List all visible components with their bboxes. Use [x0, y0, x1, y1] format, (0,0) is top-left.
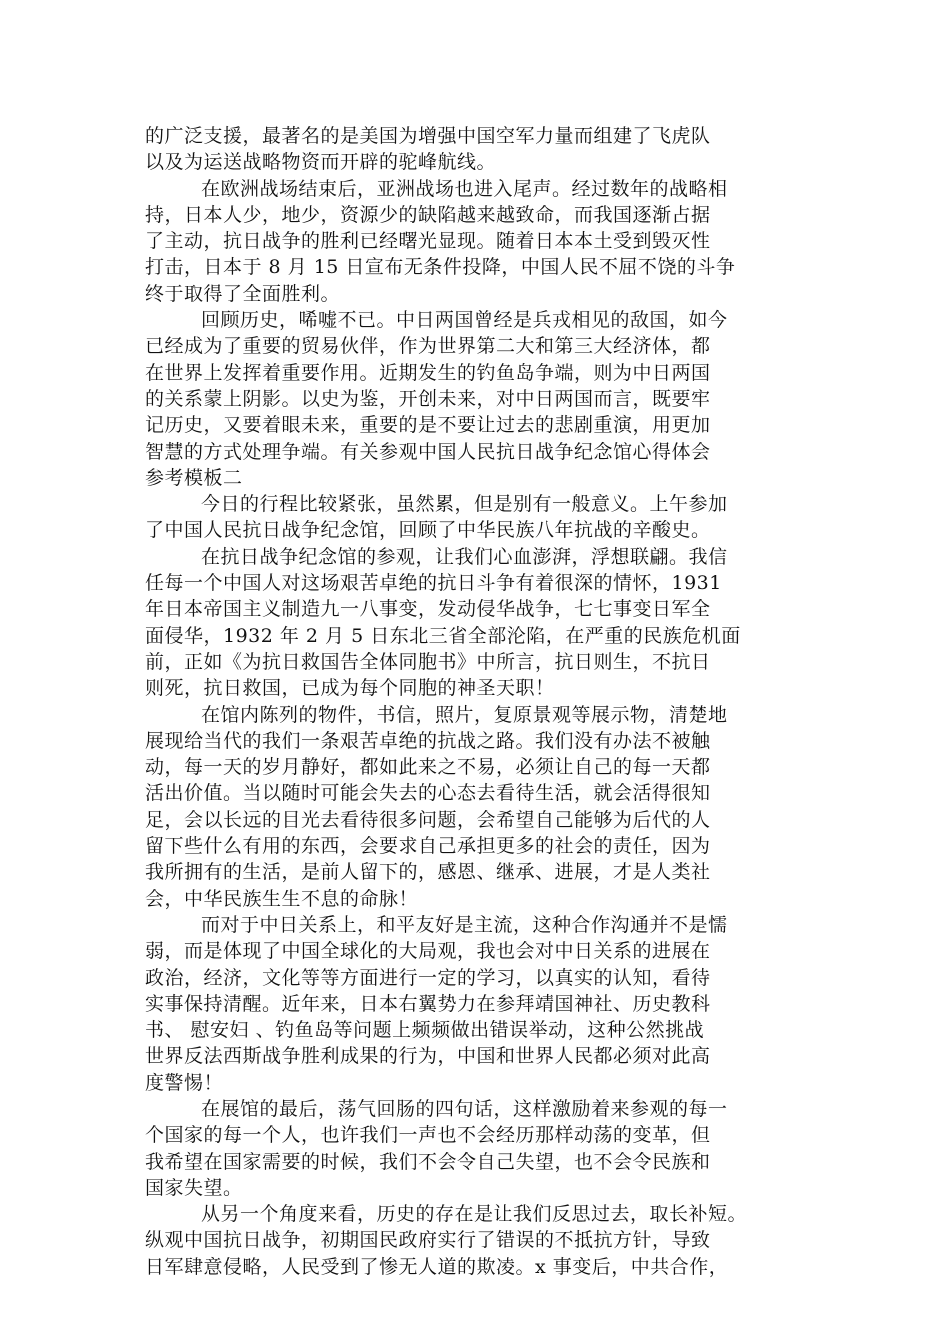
text-line: 在展馆的最后，荡气回肠的四句话，这样激励着来参观的每一 [201, 1097, 728, 1120]
text-line: 面侵华，1932 年 2 月 5 日东北三省全部沦陷，在严重的民族危机面 [145, 624, 741, 647]
text-line: 国家失望。 [145, 1176, 243, 1199]
text-line: 活出价值。当以随时可能会失去的心态去看待生活，就会活得很知 [145, 782, 711, 805]
text-line: 世界反法西斯战争胜利成果的行为，中国和世界人民都必须对此高 [145, 1045, 711, 1068]
text-line: 在世界上发挥着重要作用。近期发生的钓鱼岛争端，则为中日两国 [145, 361, 711, 384]
text-line: 的关系蒙上阴影。以史为鉴，开创未来，对中日两国而言，既要牢 [145, 387, 711, 410]
text-line: 纵观中国抗日战争，初期国民政府实行了错误的不抵抗方针，导致 [145, 1229, 711, 1252]
text-line: 终于取得了全面胜利。 [145, 282, 341, 305]
text-line: 我希望在国家需要的时候，我们不会令自己失望，也不会令民族和 [145, 1150, 711, 1173]
text-line: 足，会以长远的目光去看待很多问题，会希望自己能够为后代的人 [145, 808, 711, 831]
text-line: 回顾历史，唏嘘不已。中日两国曾经是兵戎相见的敌国，如今 [201, 309, 728, 332]
text-line: 动，每一天的岁月静好，都如此来之不易，必须让自己的每一天都 [145, 756, 711, 779]
text-line: 打击，日本于 8 月 15 日宣布无条件投降，中国人民不屈不饶的斗争 [145, 256, 736, 279]
text-line: 留下些什么有用的东西，会要求自己承担更多的社会的责任，因为 [145, 835, 711, 858]
text-line: 前，正如《为抗日救国告全体同胞书》中所言，抗日则生，不抗日 [145, 650, 711, 673]
text-line: 从另一个角度来看，历史的存在是让我们反思过去，取长补短。 [201, 1203, 748, 1226]
text-line: 实事保持清醒。近年来，日本右翼势力在参拜靖国神社、历史教科 [145, 992, 711, 1015]
text-line: 持，日本人少，地少，资源少的缺陷越来越致命，而我国逐渐占据 [145, 203, 711, 226]
text-line: 在欧洲战场结束后，亚洲战场也进入尾声。经过数年的战略相 [201, 177, 728, 200]
text-line: 弱，而是体现了中国全球化的大局观，我也会对中日关系的进展在 [145, 940, 711, 963]
text-line: 在馆内陈列的物件，书信，照片，复原景观等展示物，清楚地 [201, 703, 728, 726]
text-line: 了中国人民抗日战争纪念馆，回顾了中华民族八年抗战的辛酸史。 [145, 519, 711, 542]
text-line: 度警惕！ [145, 1071, 224, 1094]
text-line: 任每一个中国人对这场艰苦卓绝的抗日斗争有着很深的情怀，1931 [145, 572, 722, 595]
text-line: 我所拥有的生活，是前人留下的，感恩、继承、进展，才是人类社 [145, 861, 711, 884]
text-line: 日军肆意侵略，人民受到了惨无人道的欺凌。x 事变后，中共合作， [145, 1255, 729, 1278]
text-line: 展现给当代的我们一条艰苦卓绝的抗战之路。我们没有办法不被触 [145, 729, 711, 752]
text-line: 则死，抗日救国，已成为每个同胞的神圣天职！ [145, 677, 555, 700]
text-line: 个国家的每一个人，也许我们一声也不会经历那样动荡的变革，但 [145, 1124, 711, 1147]
text-line: 智慧的方式处理争端。有关参观中国人民抗日战争纪念馆心得体会 [145, 440, 711, 463]
text-line: 书、 慰安妇 、钓鱼岛等问题上频频做出错误举动，这种公然挑战 [145, 1019, 705, 1042]
body-text [145, 123, 825, 1280]
text-line: 已经成为了重要的贸易伙伴，作为世界第二大和第三大经济体，都 [145, 335, 711, 358]
text-line: 的广泛支援，最著名的是美国为增强中国空军力量而组建了飞虎队 [145, 125, 711, 147]
text-line: 而对于中日关系上，和平友好是主流，这种合作沟通并不是懦 [201, 913, 728, 936]
text-line: 会，中华民族生生不息的命脉！ [145, 887, 419, 910]
text-line: 今日的行程比较紧张，虽然累，但是别有一般意义。上午参加 [201, 493, 728, 516]
text-line: 记历史，又要着眼未来，重要的是不要让过去的悲剧重演，用更加 [145, 414, 711, 437]
text-line: 了主动，抗日战争的胜利已经曙光显现。随着日本本土受到毁灭性 [145, 230, 711, 253]
text-line: 政治，经济，文化等等方面进行一定的学习，以真实的认知，看待 [145, 966, 711, 989]
text-line: 参考模板二 [145, 466, 243, 489]
text-line: 在抗日战争纪念馆的参观，让我们心血澎湃，浮想联翩。我信 [201, 545, 728, 568]
text-line: 年日本帝国主义制造九一八事变，发动侵华战争，七七事变日军全 [145, 598, 711, 621]
text-line: 以及为运送战略物资而开辟的驼峰航线。 [145, 151, 497, 174]
